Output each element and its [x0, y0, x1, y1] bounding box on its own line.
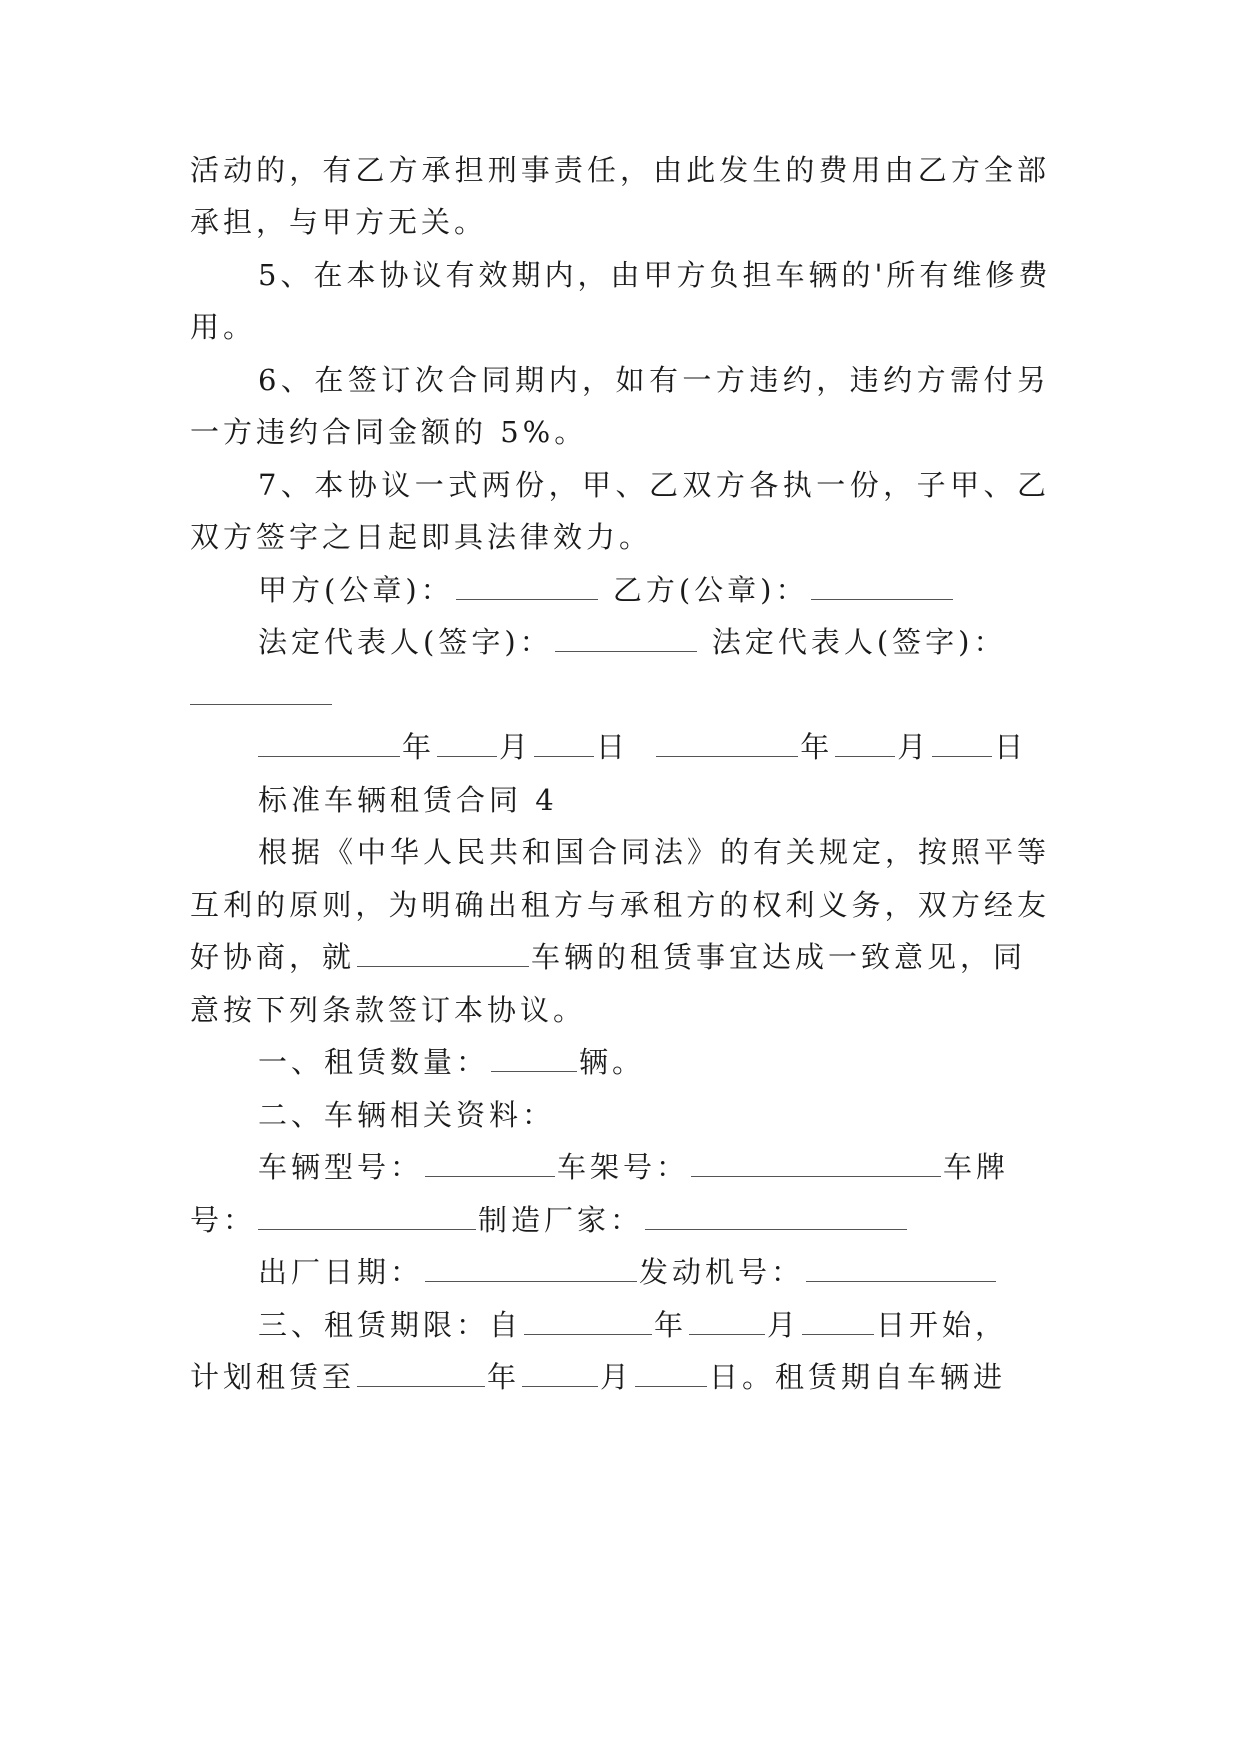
model-blank[interactable] [425, 1150, 555, 1177]
month-label: 月 [897, 730, 931, 764]
plate-blank[interactable] [258, 1203, 476, 1230]
intro-text: 好协商，就 [190, 940, 356, 974]
month-label: 月 [767, 1308, 801, 1342]
quantity-blank[interactable] [491, 1045, 577, 1072]
legal-rep-b-blank[interactable] [190, 678, 332, 705]
intro-line: 意按下列条款签订本协议。 [190, 993, 587, 1027]
plate-label: 车牌 [943, 1150, 1010, 1184]
day-a-blank[interactable] [534, 730, 594, 757]
legal-rep-b-label: 法定代表人(签字)： [711, 625, 1007, 659]
day-b-blank[interactable] [932, 730, 992, 757]
end-month-blank[interactable] [522, 1360, 598, 1387]
start-month-blank[interactable] [689, 1308, 765, 1335]
legal-rep-a-blank[interactable] [555, 625, 697, 652]
clause-1-line [258, 1042, 1118, 1082]
clause-6-line: 6、在签订次合同期内，如有一方违约，违约方需付另 [258, 363, 1050, 397]
body-line: 双方签字之日起即具法律效力。 [190, 520, 653, 554]
year-b-blank[interactable] [656, 730, 798, 757]
start-year-blank[interactable] [524, 1308, 652, 1335]
term-end-text: 日。租赁期自车辆进 [709, 1360, 1007, 1394]
end-day-blank[interactable] [635, 1360, 707, 1387]
year-label: 年 [487, 1360, 521, 1394]
body-line: 一方违约合同金额的 5%。 [190, 415, 588, 449]
quantity-unit: 辆。 [579, 1045, 646, 1079]
frame-blank[interactable] [691, 1150, 941, 1177]
clause-3-line [258, 1305, 1118, 1345]
body-line: 活动的，有乙方承担刑事责任，由此发生的费用由乙方全部 [190, 153, 1050, 187]
party-b-seal-label: 乙方(公章)： [612, 573, 809, 607]
vehicle-info-line [258, 1252, 1118, 1292]
engine-blank[interactable] [806, 1255, 996, 1282]
end-year-blank[interactable] [357, 1360, 485, 1387]
intro-line [190, 937, 1050, 977]
day-label: 日 [994, 730, 1028, 764]
vehicle-info-line [258, 1147, 1118, 1187]
intro-line: 互利的原则，为明确出租方与承租方的权利义务，双方经友 [190, 888, 1050, 922]
month-label: 月 [499, 730, 533, 764]
model-label: 车辆型号： [258, 1150, 424, 1184]
clause-7-line: 7、本协议一式两份，甲、乙双方各执一份，子甲、乙 [258, 468, 1050, 502]
vehicle-blank[interactable] [357, 940, 529, 967]
clause-3-line [190, 1357, 1050, 1397]
term-label: 三、租赁期限：自 [258, 1308, 523, 1342]
body-line: 承担，与甲方无关。 [190, 205, 488, 239]
year-a-blank[interactable] [258, 730, 400, 757]
date-line [258, 727, 1118, 767]
term-end-label: 计划租赁至 [190, 1360, 356, 1394]
year-label: 年 [654, 1308, 688, 1342]
month-label: 月 [600, 1360, 634, 1394]
month-b-blank[interactable] [835, 730, 895, 757]
quantity-label: 一、租赁数量： [258, 1045, 490, 1079]
party-a-seal-blank[interactable] [456, 573, 598, 600]
legal-rep-line [258, 622, 1118, 662]
clause-2-title: 二、车辆相关资料： [258, 1098, 556, 1132]
date-blank[interactable] [425, 1255, 637, 1282]
year-label: 年 [402, 730, 436, 764]
legal-rep-a-label: 法定代表人(签字)： [258, 625, 553, 659]
seal-line [258, 570, 1118, 610]
start-label: 日开始， [876, 1308, 1009, 1342]
month-a-blank[interactable] [437, 730, 497, 757]
clause-5-line: 5、在本协议有效期内，由甲方负担车辆的'所有维修费 [258, 258, 1052, 292]
body-line: 用。 [190, 310, 257, 344]
party-b-seal-blank[interactable] [811, 573, 953, 600]
section-title: 标准车辆租赁合同 4 [258, 783, 558, 817]
engine-label: 发动机号： [639, 1255, 805, 1289]
party-a-seal-label: 甲方(公章)： [258, 573, 454, 607]
maker-label: 制造厂家： [478, 1203, 644, 1237]
frame-label: 车架号： [557, 1150, 690, 1184]
start-day-blank[interactable] [802, 1308, 874, 1335]
legal-rep-b-blank-line [190, 675, 1050, 715]
intro-line: 根据《中华人民共和国合同法》的有关规定，按照平等 [258, 835, 1051, 869]
intro-text: 车辆的租赁事宜达成一致意见，同 [531, 940, 1027, 974]
date-label: 出厂日期： [258, 1255, 424, 1289]
year-label: 年 [800, 730, 834, 764]
day-label: 日 [596, 730, 630, 764]
vehicle-info-line [190, 1200, 1050, 1240]
plate-label: 号： [190, 1203, 257, 1237]
maker-blank[interactable] [645, 1203, 907, 1230]
